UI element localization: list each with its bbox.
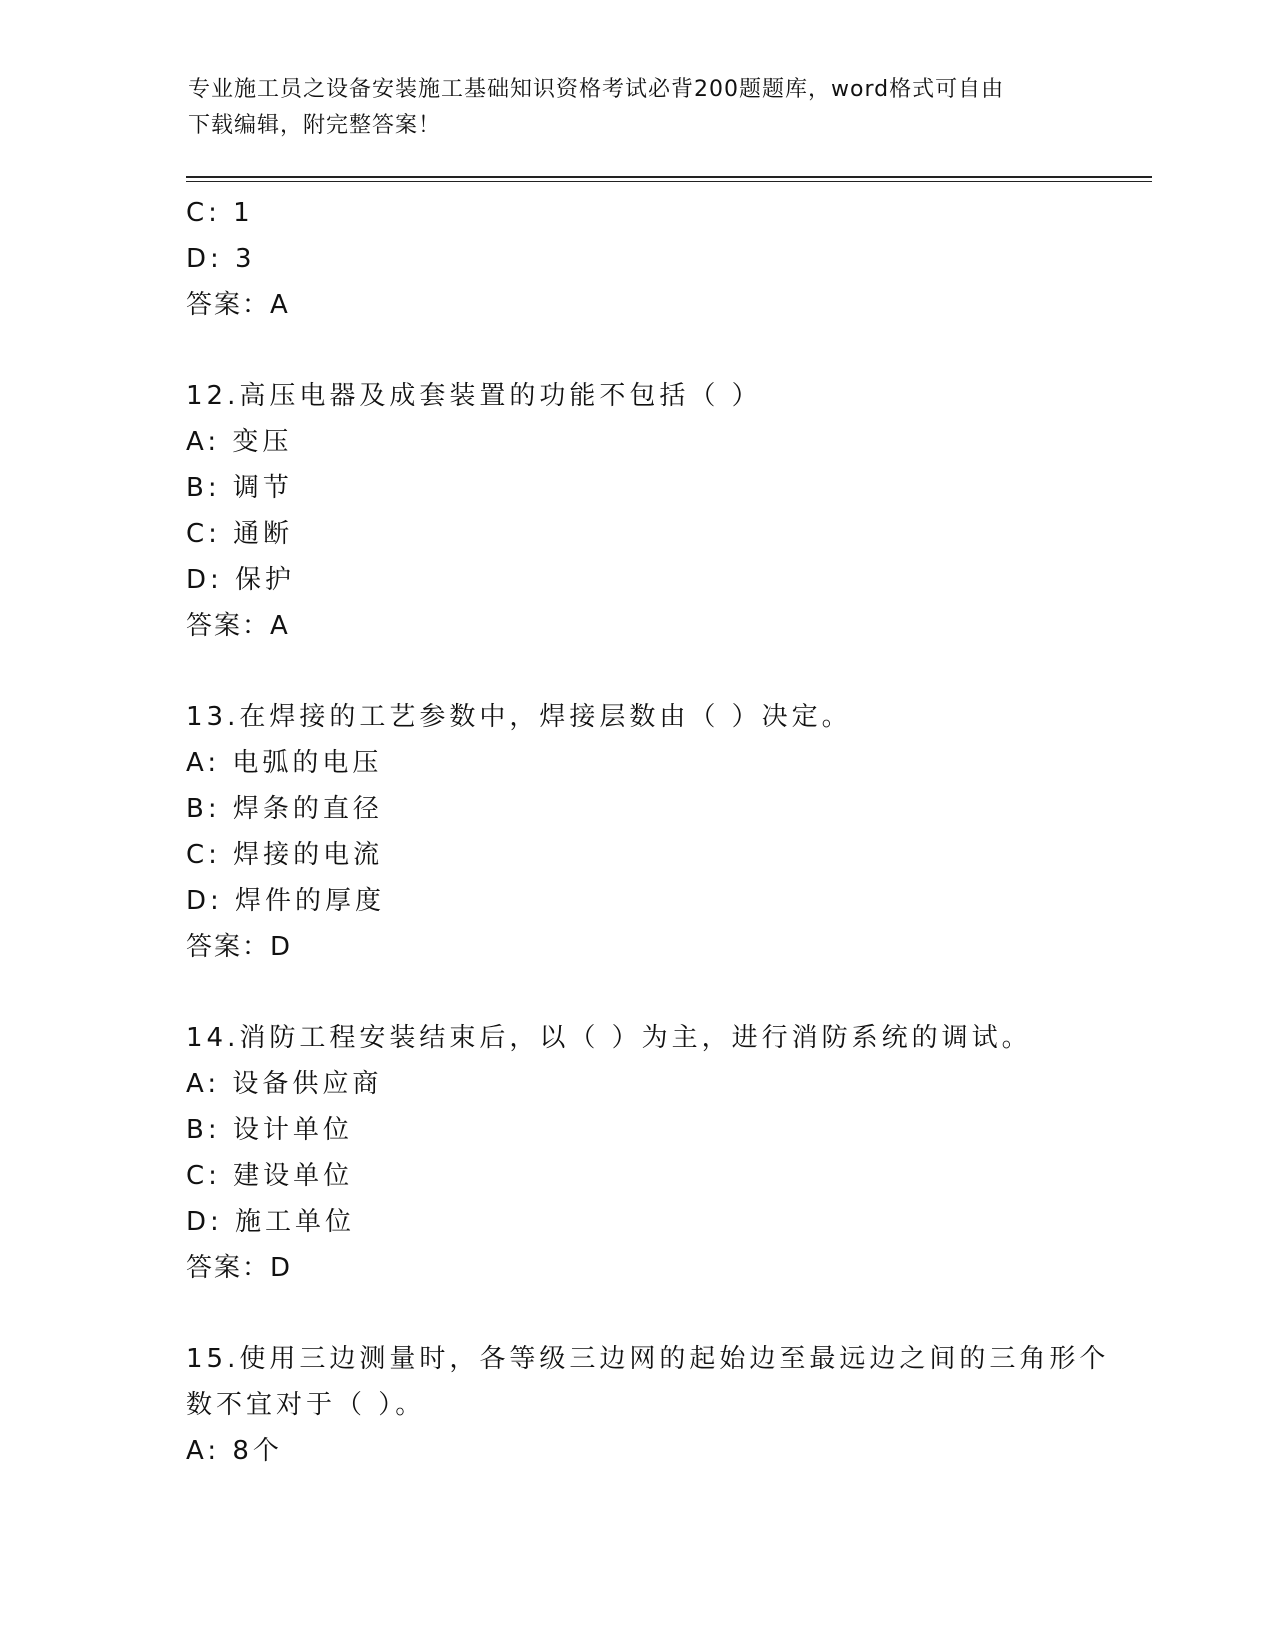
option-c: C: 通断 — [186, 519, 294, 549]
answer-line: 答案：A — [186, 290, 290, 320]
question-text: 12.高压电器及成套装置的功能不包括（ ） — [186, 381, 762, 411]
option-b: B: 焊条的直径 — [186, 794, 383, 824]
document-header — [188, 72, 1088, 144]
option-c: C: 焊接的电流 — [186, 840, 384, 870]
header-title-line-2: 下载编辑，附完整答案！ — [188, 113, 442, 138]
option-a: A: 8个 — [186, 1436, 283, 1466]
spacer — [186, 970, 1086, 1015]
spacer — [186, 1291, 1086, 1336]
option-d: D: 保护 — [186, 565, 296, 595]
question-15 — [186, 1336, 1110, 1474]
answer-line: 答案：D — [186, 932, 293, 962]
header-rule-thick — [186, 176, 1152, 178]
header-rule-thin — [186, 181, 1152, 182]
spacer — [186, 328, 1086, 373]
option-b: B: 设计单位 — [186, 1115, 353, 1145]
option-d: D: 焊件的厚度 — [186, 886, 386, 916]
answer-line: 答案：A — [186, 611, 290, 641]
option-a: A: 变压 — [186, 427, 293, 457]
question-text: 14.消防工程安装结束后，以（ ）为主，进行消防系统的调试。 — [186, 1023, 1032, 1053]
option-b: B: 调节 — [186, 473, 293, 503]
question-14 — [186, 1015, 1086, 1291]
option-d: D: 施工单位 — [186, 1207, 356, 1237]
question-text-line-2: 数不宜对于（ ）。 — [186, 1390, 426, 1420]
question-text-line-1: 15.使用三边测量时，各等级三边网的起始边至最远边之间的三角形个 — [186, 1344, 1110, 1374]
option-c: C: 建设单位 — [186, 1161, 354, 1191]
answer-line: 答案：D — [186, 1253, 293, 1283]
question-12 — [186, 373, 1086, 649]
option-a: A: 电弧的电压 — [186, 748, 383, 778]
spacer — [186, 649, 1086, 694]
question-13 — [186, 694, 1086, 970]
question-content — [186, 190, 1110, 1474]
option-c: C: 1 — [186, 198, 254, 228]
option-d: D: 3 — [186, 244, 256, 274]
option-a: A: 设备供应商 — [186, 1069, 383, 1099]
header-title-line-1: 专业施工员之设备安装施工基础知识资格考试必背200题题库，word格式可自由 — [188, 77, 1005, 102]
question-text: 13.在焊接的工艺参数中，焊接层数由（ ）决定。 — [186, 702, 852, 732]
prev-question-block — [186, 190, 1086, 328]
